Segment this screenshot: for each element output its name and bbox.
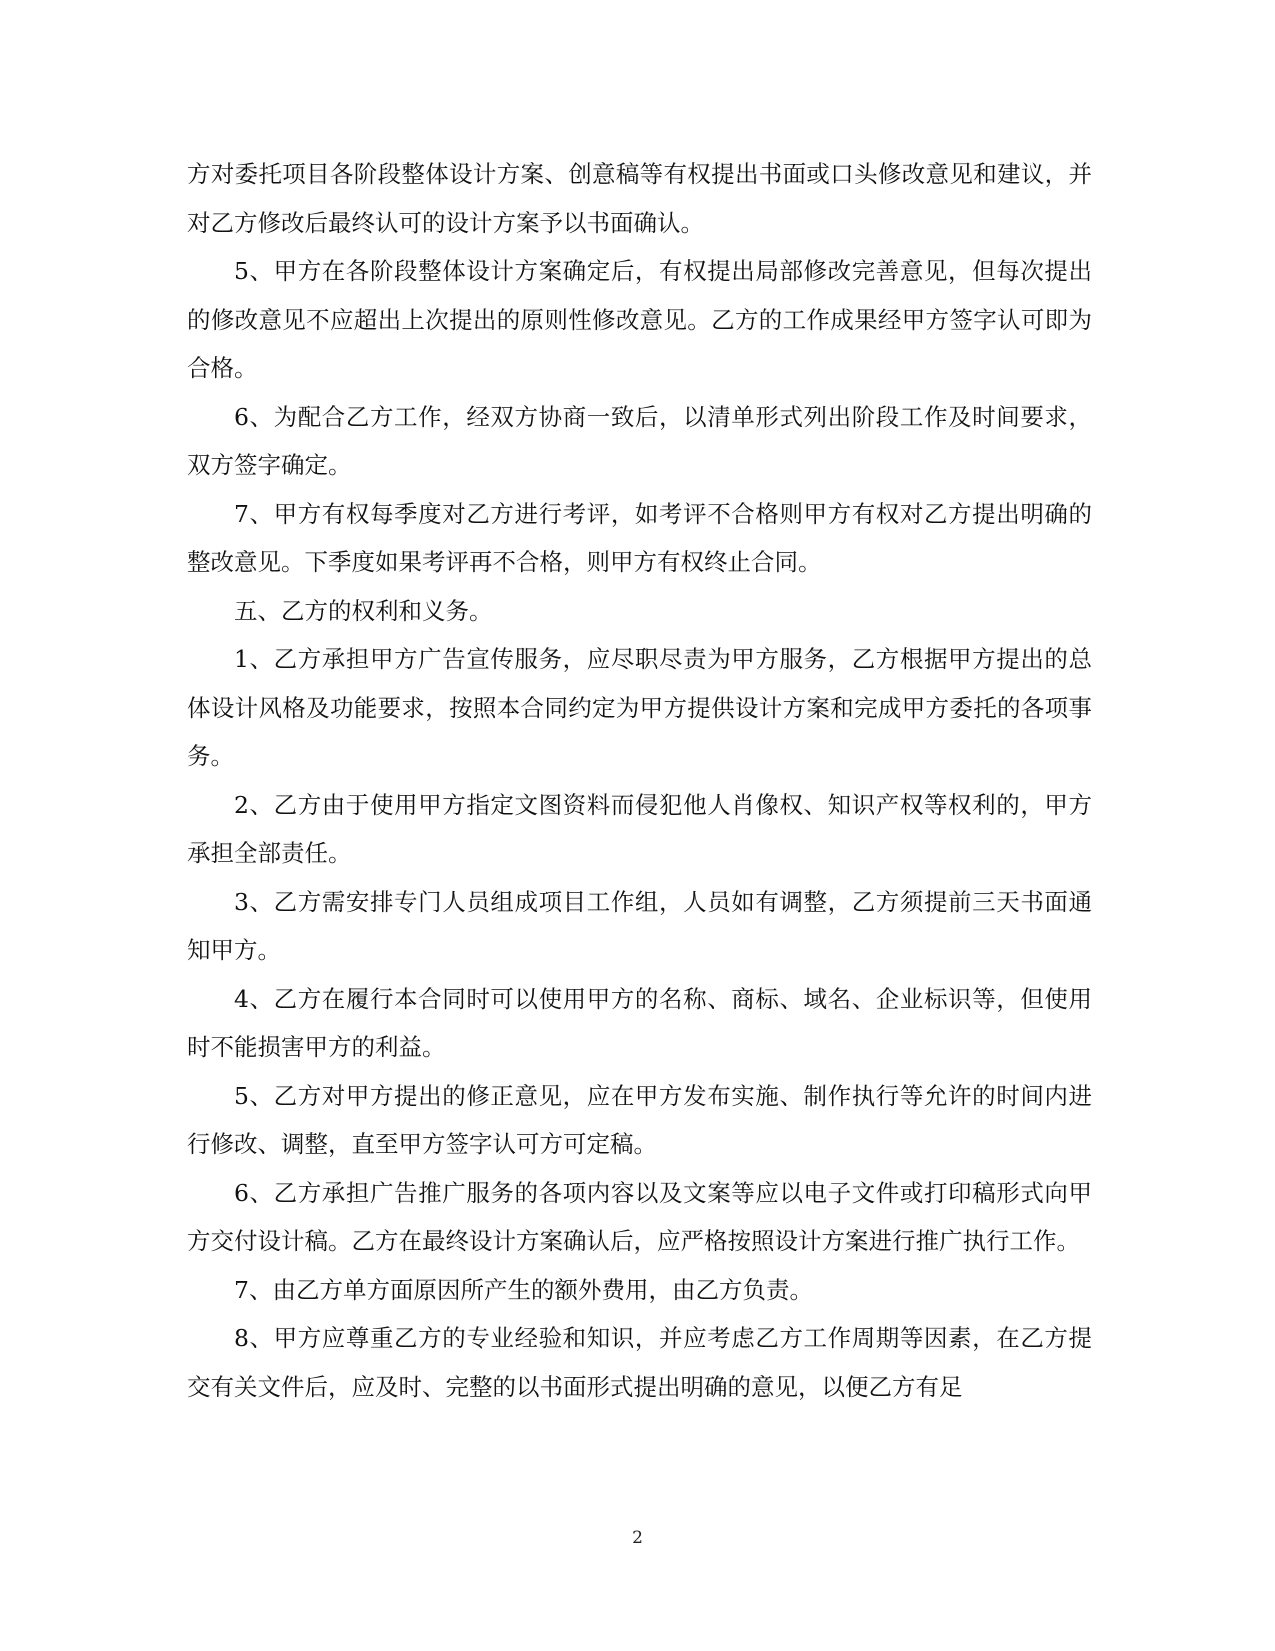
paragraph-clause-5-7: 7、由乙方单方面原因所产生的额外费用，由乙方负责。: [234, 1275, 813, 1304]
body-text: [187, 150, 1092, 1411]
paragraph-clause-5-4: 4、乙方在履行本合同时可以使用甲方的名称、商标、域名、企业标识等，但使用时不能损害甲方的利益。: [187, 984, 1092, 1061]
paragraph-clause-5-2: 2、乙方由于使用甲方指定文图资料而侵犯他人肖像权、知识产权等权利的，甲方承担全部责任。: [187, 790, 1092, 867]
paragraph-clause-5-5: 5、乙方对甲方提出的修正意见，应在甲方发布实施、制作执行等允许的时间内进行修改、调整，直至甲方签字认可方可定稿。: [187, 1081, 1092, 1158]
paragraph-clause-4-6: 6、为配合乙方工作，经双方协商一致后，以清单形式列出阶段工作及时间要求，双方签字确定。: [187, 402, 1092, 479]
paragraph-continuation: 方对委托项目各阶段整体设计方案、创意稿等有权提出书面或口头修改意见和建议，并对乙方修改后最终认可的设计方案予以书面确认。: [187, 160, 1092, 237]
paragraph-clause-5-1: 1、乙方承担甲方广告宣传服务，应尽职尽责为甲方服务，乙方根据甲方提出的总体设计风格及功能要求，按照本合同约定为甲方提供设计方案和完成甲方委托的各项事务。: [187, 645, 1092, 770]
paragraph-clause-4-5: 5、甲方在各阶段整体设计方案确定后，有权提出局部修改完善意见，但每次提出的修改意见不应超出上次提出的原则性修改意见。乙方的工作成果经甲方签字认可即为合格。: [187, 257, 1092, 382]
section-heading-5: 五、乙方的权利和义务。: [234, 596, 493, 625]
paragraph-clause-5-3: 3、乙方需安排专门人员组成项目工作组，人员如有调整，乙方须提前三天书面通知甲方。: [187, 887, 1092, 964]
page-number: 2: [632, 1528, 643, 1548]
paragraph-clause-4-7: 7、甲方有权每季度对乙方进行考评，如考评不合格则甲方有权对乙方提出明确的整改意见。下季度如果考评再不合格，则甲方有权终止合同。: [187, 499, 1092, 576]
paragraph-clause-5-8: 8、甲方应尊重乙方的专业经验和知识，并应考虑乙方工作周期等因素，在乙方提交有关文件后，应及时、完整的以书面形式提出明确的意见，以便乙方有足: [187, 1324, 1092, 1401]
paragraph-clause-5-6: 6、乙方承担广告推广服务的各项内容以及文案等应以电子文件或打印稿形式向甲方交付设计稿。乙方在最终设计方案确认后，应严格按照设计方案进行推广执行工作。: [187, 1178, 1092, 1255]
